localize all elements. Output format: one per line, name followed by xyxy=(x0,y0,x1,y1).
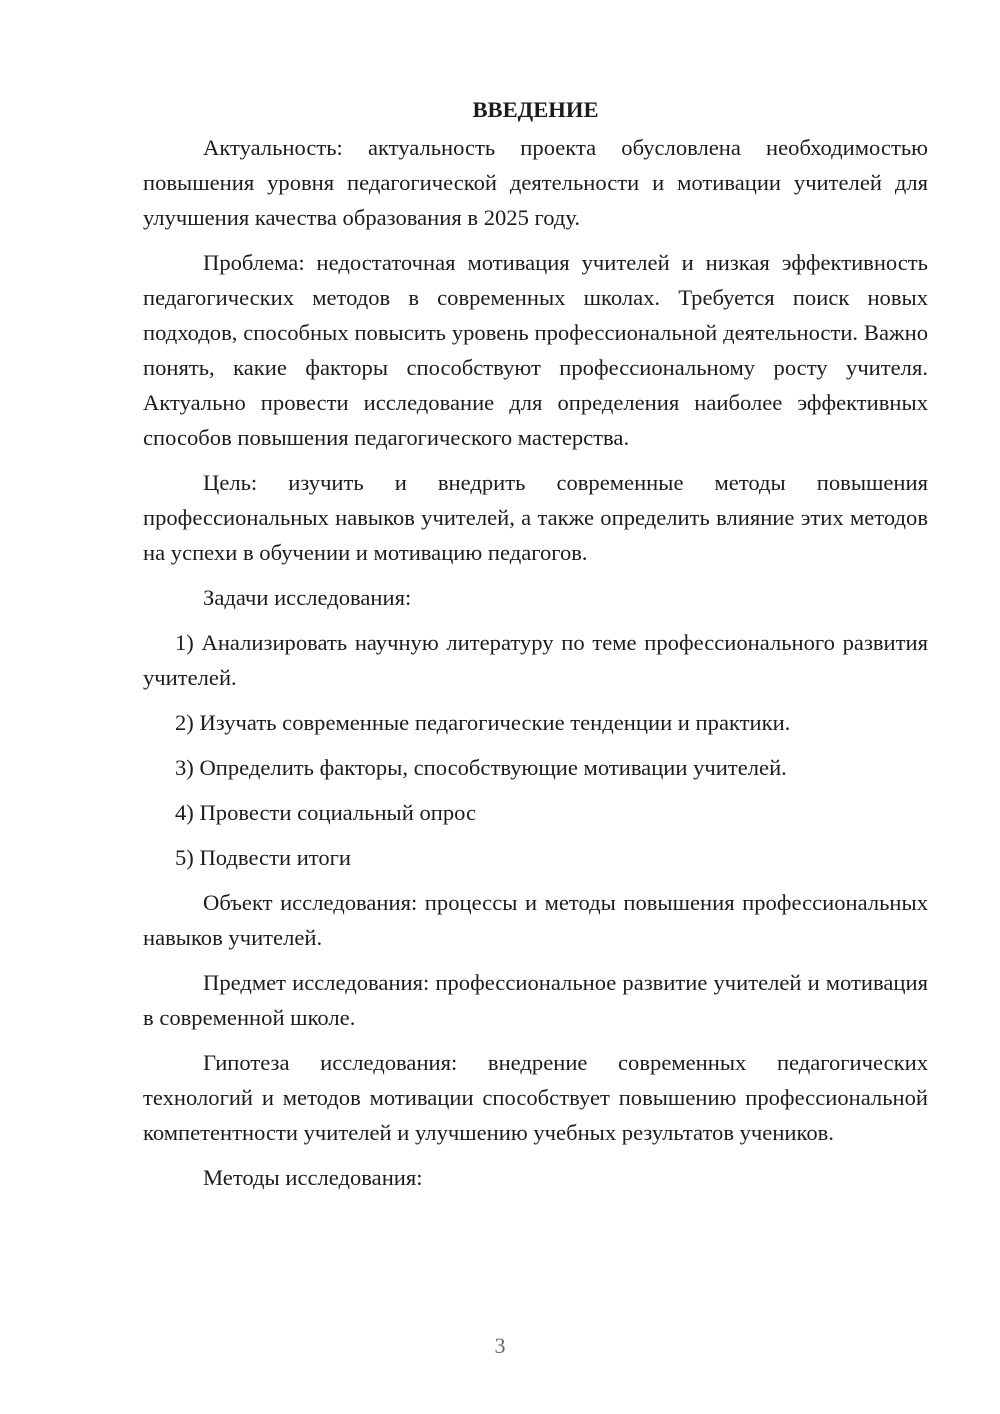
section-title: ВВЕДЕНИЕ xyxy=(472,97,599,122)
task-item-3: 3) Определить факторы, способствующие мотивации учителей. xyxy=(175,755,787,780)
tasks-heading: Задачи исследования: xyxy=(203,585,412,610)
hypothesis-paragraph: Гипотеза исследования: внедрение современных педагогических технологий и методов мотивации способствует повышению профессиональной компетентности учителей и улучшению учебных результатов учеников. xyxy=(143,1050,928,1145)
task-item-4: 4) Провести социальный опрос xyxy=(175,800,477,825)
task-item-5: 5) Подвести итоги xyxy=(175,845,352,870)
page-content xyxy=(143,92,928,1205)
goal-paragraph: Цель: изучить и внедрить современные методы повышения профессиональных навыков учителей, а также определить влияние этих методов на успехи в обучении и мотивацию педагогов. xyxy=(143,470,928,565)
methods-heading: Методы исследования: xyxy=(203,1165,423,1190)
relevance-paragraph: Актуальность: актуальность проекта обусловлена необходимостью повышения уровня педагогической деятельности и мотивации учителей для улучшения качества образования в 2025 году. xyxy=(143,135,928,230)
subject-paragraph: Предмет исследования: профессиональное развитие учителей и мотивация в современной школе. xyxy=(143,970,928,1030)
task-item-1: 1) Анализировать научную литературу по теме профессионального развития учителей. xyxy=(143,630,928,690)
page-number: 3 xyxy=(494,1333,506,1358)
object-paragraph: Объект исследования: процессы и методы повышения профессиональных навыков учителей. xyxy=(143,890,928,950)
task-item-2: 2) Изучать современные педагогические тенденции и практики. xyxy=(175,710,791,735)
problem-paragraph: Проблема: недостаточная мотивация учителей и низкая эффективность педагогических методов в современных школах. Требуется поиск новых подходов, способных повысить уровень профессиональной деятельности. Важно понять, какие факторы способствуют профессиональному росту учителя. Актуально провести исследование для определения наиболее эффективных способов повышения педагогического мастерства. xyxy=(143,250,928,450)
